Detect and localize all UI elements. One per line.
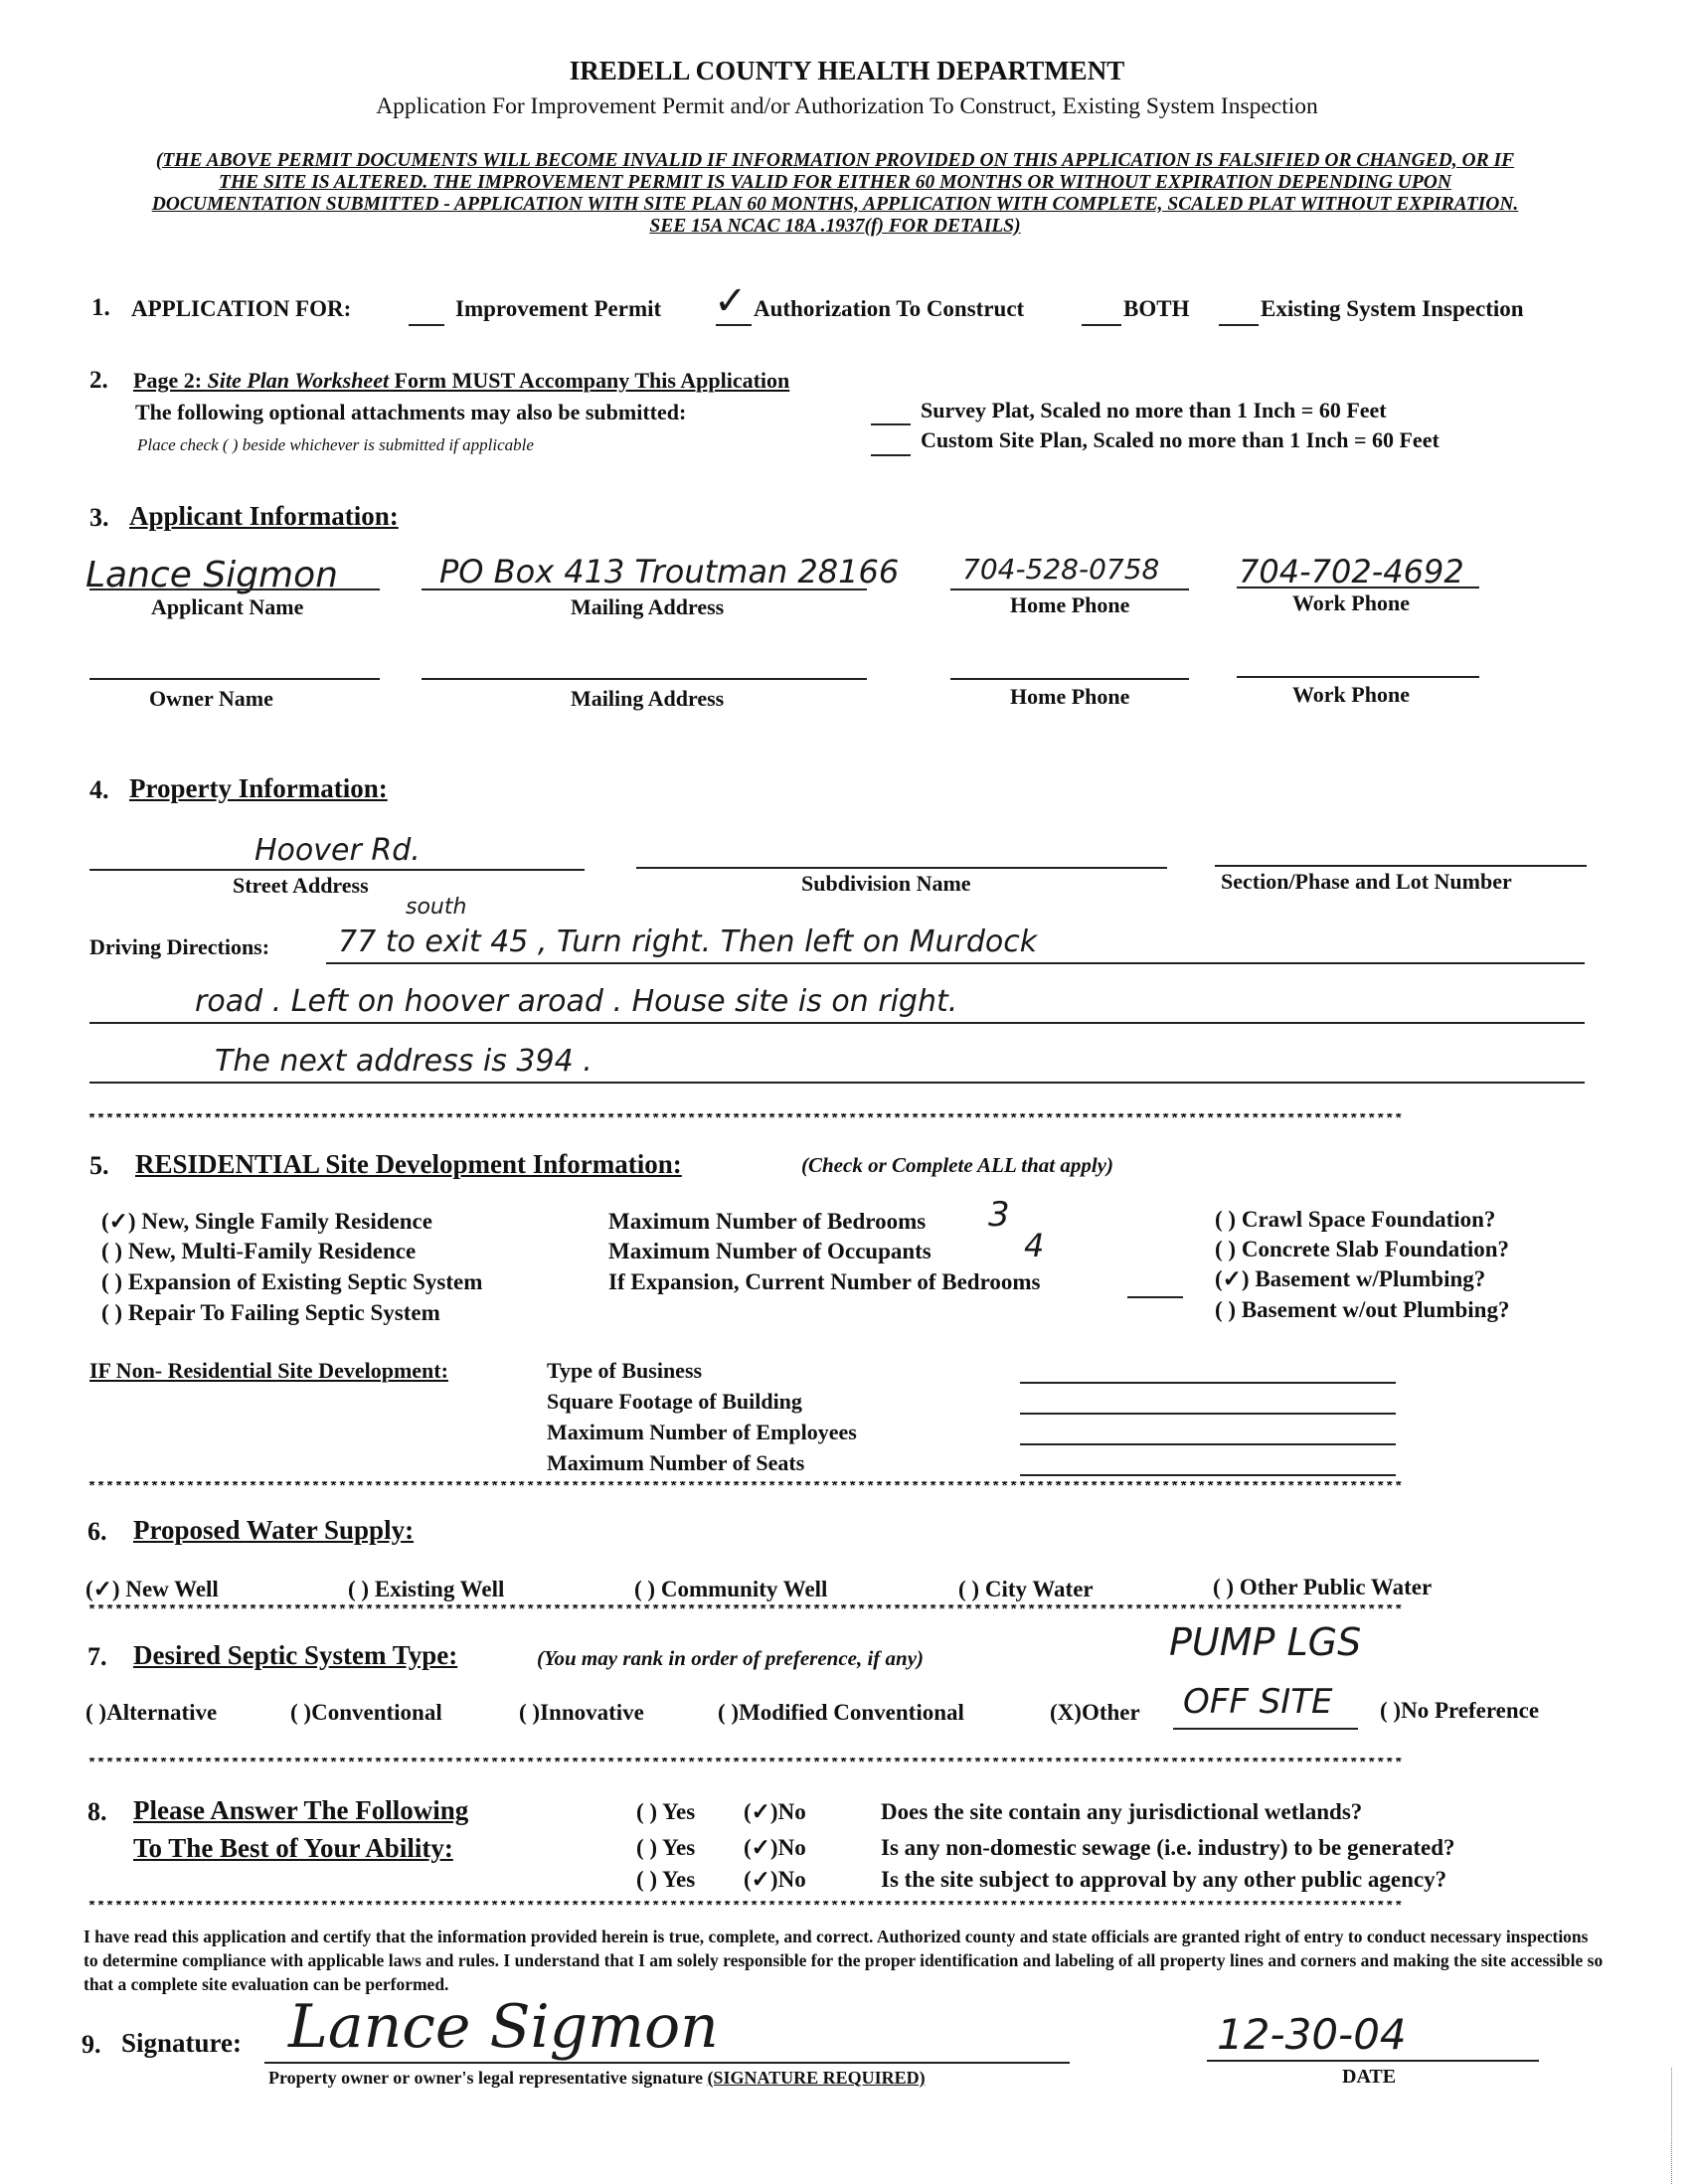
separator-stars-3: *************************************************************************************************************************************************** [87,1604,1404,1618]
signature-value: Lance Sigmon [288,1992,719,2062]
owner-name-field[interactable] [89,678,380,680]
section8-title-1: Please Answer The Following [133,1795,469,1825]
q2-no[interactable]: (✓)No [744,1835,806,1860]
section2-title: Page 2: Site Plan Worksheet Form MUST Accompany This Application [133,368,790,393]
max-seats-field[interactable] [1020,1474,1396,1476]
section-phase-lot-label: Section/Phase and Lot Number [1221,869,1512,894]
section7-number: 7. [87,1642,107,1671]
section6-number: 6. [87,1517,107,1546]
mailing-address-value: PO Box 413 Troutman 28166 [439,553,900,590]
section9-number: 9. [82,2030,101,2059]
water-existing-well[interactable]: ( ) Existing Well [348,1577,505,1601]
water-other-public[interactable]: ( ) Other Public Water [1213,1575,1433,1599]
septic-modified-conventional[interactable]: ( )Modified Conventional [718,1700,964,1725]
section1-label: APPLICATION FOR: [131,296,352,321]
max-bedrooms-label: Maximum Number of Bedrooms [608,1209,927,1234]
q3-yes[interactable]: ( ) Yes [636,1867,696,1892]
section2-place-check: Place check ( ) beside whichever is submitted if applicable [137,435,534,454]
current-bedrooms-label: If Expansion, Current Number of Bedrooms [608,1269,1041,1294]
res-option-expansion[interactable]: ( ) Expansion of Existing Septic System [101,1269,483,1294]
septic-other-value: OFF SITE [1183,1682,1333,1722]
mailing-address-label: Mailing Address [571,594,725,619]
foundation-concrete-slab[interactable]: ( ) Concrete Slab Foundation? [1215,1237,1510,1261]
septic-no-preference[interactable]: ( )No Preference [1380,1698,1540,1723]
section5-title: RESIDENTIAL Site Development Information: [135,1149,682,1179]
date-line[interactable] [1207,2060,1539,2062]
section4-title: Property Information: [129,773,388,803]
signature-line[interactable] [264,2062,1070,2064]
q1-yes[interactable]: ( ) Yes [636,1799,696,1824]
section3-number: 3. [89,503,109,532]
foundation-crawl-space[interactable]: ( ) Crawl Space Foundation? [1215,1207,1496,1232]
check-mark-authorization: ✓ [714,278,748,324]
option-authorization-to-construct[interactable]: Authorization To Construct [754,296,1025,321]
section7-title: Desired Septic System Type: [133,1640,458,1670]
max-occupants-value: 4 [1024,1227,1045,1264]
page-subtitle: Application For Improvement Permit and/or Authorization To Construct, Existing System Inspection [376,93,1318,119]
work-phone-value: 704-702-4692 [1239,553,1464,590]
type-of-business-field[interactable] [1020,1382,1396,1384]
owner-home-phone-label: Home Phone [1010,684,1130,709]
work-phone-label: Work Phone [1292,590,1410,615]
q2-text: Is any non-domestic sewage (i.e. industry) to be generated? [881,1835,1455,1860]
directions-line-1: 77 to exit 45 , Turn right. Then left on Murdock [338,924,1038,959]
water-new-well[interactable]: (✓) New Well [85,1577,219,1601]
directions-line-2: road . Left on hoover aroad . House site is on right. [195,984,958,1019]
section1-number: 1. [91,294,110,321]
notice-line-1: (THE ABOVE PERMIT DOCUMENTS WILL BECOME INVALID IF INFORMATION PROVIDED ON THIS APPLICATION IS FALSIFIED OR CHANGED, OR IF [155,150,1515,171]
section8-title-2: To The Best of Your Ability: [133,1833,453,1863]
signature-label: Signature: [121,2028,243,2058]
notice-line-4: SEE 15A NCAC 18A .1937(f) FOR DETAILS) [649,216,1021,237]
res-option-new-single-family[interactable]: (✓) New, Single Family Residence [101,1209,432,1234]
page-edge [1671,2068,1672,2184]
water-city-water[interactable]: ( ) City Water [958,1577,1094,1601]
section8-number: 8. [87,1797,107,1826]
owner-home-phone-field[interactable] [950,678,1189,680]
basement-with-plumbing[interactable]: (✓) Basement w/Plumbing? [1215,1266,1486,1291]
water-community-well[interactable]: ( ) Community Well [634,1577,828,1601]
basement-without-plumbing[interactable]: ( ) Basement w/out Plumbing? [1215,1297,1510,1322]
page-title: IREDELL COUNTY HEALTH DEPARTMENT [569,56,1125,85]
septic-innovative[interactable]: ( )Innovative [519,1700,644,1725]
option-existing-system-inspection[interactable]: Existing System Inspection [1261,296,1524,321]
nonres-type-of-business: Type of Business [547,1358,703,1383]
owner-mailing-address-label: Mailing Address [571,686,725,711]
max-occupants-label: Maximum Number of Occupants [608,1239,932,1263]
notice-line-3: DOCUMENTATION SUBMITTED - APPLICATION WITH SITE PLAN 60 MONTHS, APPLICATION WITH COMPLETE, SCALED PLAT WITHOUT EXPIRATION. [151,194,1519,215]
directions-line-3: The next address is 394 . [215,1044,593,1079]
separator-stars-2: *************************************************************************************************************************************************** [87,1481,1404,1495]
section7-subtitle: (You may rank in order of preference, if any) [537,1646,925,1670]
nonres-max-employees: Maximum Number of Employees [547,1420,857,1444]
option-both[interactable]: BOTH [1123,296,1190,321]
separator-stars-4: *************************************************************************************************************************************************** [87,1758,1404,1771]
date-label: DATE [1342,2066,1397,2088]
nonres-label: IF Non- Residential Site Development: [89,1358,448,1383]
option-custom-site-plan[interactable]: Custom Site Plan, Scaled no more than 1 Inch = 60 Feet [921,427,1440,452]
directions-south-note: south [406,895,467,920]
res-option-repair[interactable]: ( ) Repair To Failing Septic System [101,1300,440,1325]
home-phone-value: 704-528-0758 [962,553,1160,586]
q1-text: Does the site contain any jurisdictional wetlands? [881,1799,1363,1824]
section3-title: Applicant Information: [129,501,399,531]
q3-text: Is the site subject to approval by any other public agency? [881,1867,1447,1892]
section2-number: 2. [89,367,108,394]
notice-line-2: THE SITE IS ALTERED. THE IMPROVEMENT PERMIT IS VALID FOR EITHER 60 MONTHS OR WITHOUT EXPIRATION DEPENDING UPON [219,172,1451,193]
septic-handwritten-pump-lgs: PUMP LGS [1169,1620,1362,1664]
section5-number: 5. [89,1151,109,1180]
applicant-name-label: Applicant Name [151,594,304,619]
date-value: 12-30-04 [1217,2010,1407,2059]
driving-directions-label: Driving Directions: [89,934,270,959]
owner-work-phone-label: Work Phone [1292,682,1410,707]
home-phone-label: Home Phone [1010,592,1130,617]
owner-work-phone-field[interactable] [1237,676,1479,678]
nonres-max-seats: Maximum Number of Seats [547,1450,805,1475]
septic-conventional[interactable]: ( )Conventional [290,1700,442,1725]
res-option-new-multi-family[interactable]: ( ) New, Multi-Family Residence [101,1239,417,1263]
street-address-value: Hoover Rd. [254,833,421,868]
current-bedrooms-field[interactable] [1127,1296,1183,1298]
separator-stars-1: *************************************************************************************************************************************************** [87,1113,1404,1127]
section2-optional-text: The following optional attachments may also be submitted: [135,400,687,424]
option-improvement-permit[interactable]: Improvement Permit [455,296,662,321]
section4-number: 4. [89,775,109,804]
separator-stars-5: *************************************************************************************************************************************************** [87,1901,1404,1915]
square-footage-field[interactable] [1020,1413,1396,1415]
max-bedrooms-value: 3 [988,1195,1010,1235]
q2-yes[interactable]: ( ) Yes [636,1835,696,1860]
max-employees-field[interactable] [1020,1443,1396,1445]
q1-no[interactable]: (✓)No [744,1799,806,1824]
option-survey-plat[interactable]: Survey Plat, Scaled no more than 1 Inch = 60 Feet [921,398,1387,422]
signature-caption: Property owner or owner's legal representative signature (SIGNATURE REQUIRED) [268,2068,926,2088]
nonres-square-footage: Square Footage of Building [547,1389,802,1414]
certification-text: I have read this application and certify that the information provided herein is true, complete, and correct. Authorized county and state officials are granted right of entry to conduct necessary inspections to determine compliance with applicable laws and rules. I understand that I am solely responsible for the proper identification and labeling of all property lines and corners and making the site accessible so that a complete site evaluation can be performed. [84,1927,1604,1994]
septic-alternative[interactable]: ( )Alternative [85,1700,218,1725]
septic-other[interactable]: (X)Other [1050,1700,1140,1725]
street-address-label: Street Address [233,873,369,898]
owner-mailing-address-field[interactable] [422,678,867,680]
owner-name-label: Owner Name [149,686,273,711]
applicant-name-value: Lance Sigmon [85,555,338,595]
q3-no[interactable]: (✓)No [744,1867,806,1892]
section5-subtitle: (Check or Complete ALL that apply) [801,1153,1113,1177]
subdivision-name-label: Subdivision Name [801,871,971,896]
section6-title: Proposed Water Supply: [133,1515,415,1545]
